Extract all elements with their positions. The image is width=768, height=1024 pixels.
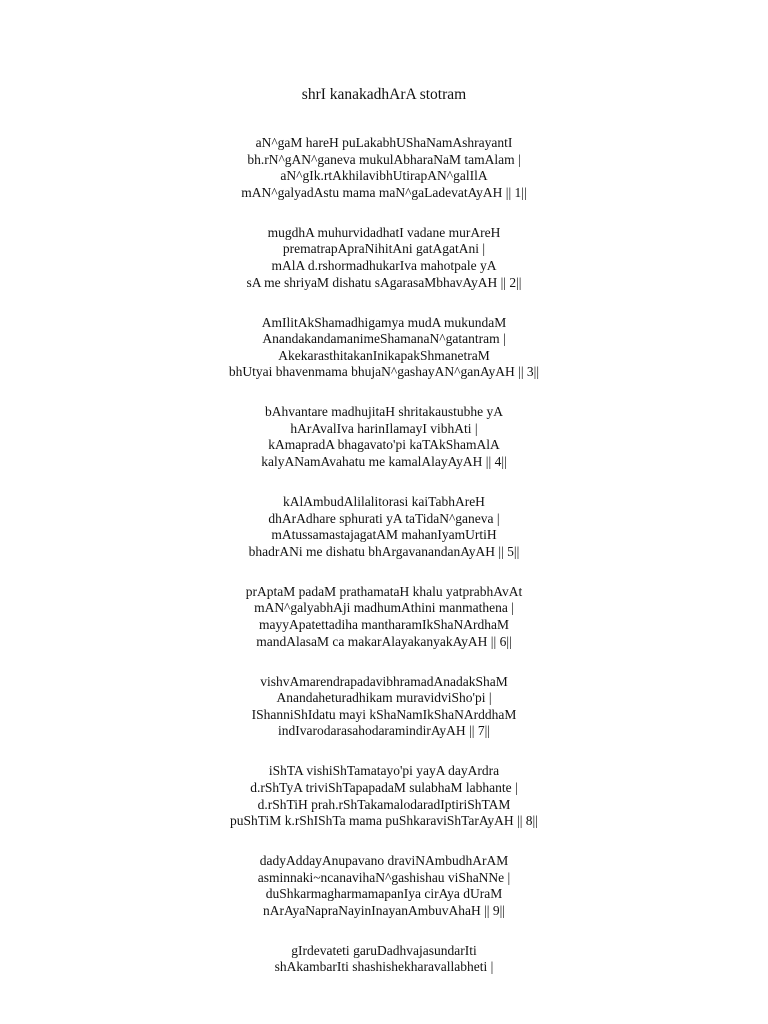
verse-line: d.rShTiH prah.rShTakamalodaradIptiriShTAM [257,796,511,812]
verse-line: nArAyaNapraNayinInayanAmbuvAhaH || 9|| [263,902,505,918]
verse-block [0,584,768,650]
verse-line: indIvarodarasahodaramindirAyAH || 7|| [277,723,490,739]
document-title: shrI kanakadhArA stotram [301,86,467,103]
verse-line: mAN^galyabhAji madhumAthini manmathena | [254,600,514,616]
verse-line: mAtussamastajagatAM mahanIyamUrtiH [271,527,497,543]
verse-line: bAhvantare madhujitaH shritakaustubhe yA [264,404,504,420]
verse-block [0,494,768,560]
verse-line: prematrapApraNihitAni gatAgatAni | [282,241,486,257]
verse-line: duShkarmagharmamapanIya cirAya dUraM [265,886,503,902]
verse-line: vishvAmarendrapadavibhramadAnadakShaM [260,673,508,689]
verse-line: shAkambarIti shashishekharavallabheti | [274,959,494,975]
verse-line: d.rShTyA triviShTapapadaM sulabhaM labhante | [250,779,518,795]
verse-line: kalyANamAvahatu me kamalAlayAyAH || 4|| [261,454,507,470]
verse-line: puShTiM k.rShIShTa mama puShkaraviShTarAyAH || 8|| [230,813,538,829]
verse-block [0,225,768,291]
verse-line: AnandakandamanimeShamanaN^gatantram | [262,331,506,347]
verse-line: dhArAdhare sphurati yA taTidaN^ganeva | [268,510,500,526]
verse-line: mayyApatettadiha mantharamIkShaNArdhaM [258,617,510,633]
verse-line: mugdhA muhurvidadhatI vadane murAreH [267,224,501,240]
verse-line: dadyAddayAnupavano draviNAmbudhArAM [259,853,509,869]
verse-line: gIrdevateti garuDadhvajasundarIti [291,942,477,958]
verse-line: aN^gIk.rtAkhilavibhUtirapAN^galIlA [280,168,488,184]
verse-line: IShanniShIdatu mayi kShaNamIkShaNArddhaM [251,706,517,722]
verse-line: bhadrANi me dishatu bhArgavanandanAyAH || 5|| [248,543,520,559]
verse-line: AkekarasthitakanInikapakShmanetraM [278,347,490,363]
verse-line: Anandaheturadhikam muravidviSho'pi | [276,690,492,706]
verse-block [0,674,768,740]
verse-block [0,315,768,381]
verse-line: bhUtyai bhavenmama bhujaN^gashayAN^ganAyAH || 3|| [228,364,540,380]
verse-line: mAN^galyadAstu mama maN^gaLadevatAyAH || 1|| [241,184,527,200]
verse-line: sA me shriyaM dishatu sAgarasaMbhavAyAH || 2|| [246,274,522,290]
verse-block [0,135,768,201]
verse-line: mAlA d.rshormadhukarIva mahotpale yA [271,257,497,273]
verse-line: iShTA vishiShTamatayo'pi yayA dayArdra [268,763,500,779]
verse-block [0,763,768,829]
verse-line: mandAlasaM ca makarAlayakanyakAyAH || 6|| [256,633,512,649]
verse-list [0,135,768,999]
verse-block [0,404,768,470]
verse-line: bh.rN^gAN^ganeva mukulAbharaNaM tamAlam | [247,151,521,167]
verse-line: asminnaki~ncanavihaN^gashishau viShaNNe | [257,869,511,885]
verse-line: hArAvalIva harinIlamayI vibhAti | [290,420,478,436]
verse-line: prAptaM padaM prathamataH khalu yatprabhAvAt [245,583,523,599]
verse-line: aN^gaM hareH puLakabhUShaNamAshrayantI [255,135,513,150]
verse-line: kAmapradA bhagavato'pi kaTAkShamAlA [268,437,500,453]
verse-line: kAlAmbudAlilalitorasi kaiTabhAreH [283,494,485,510]
verse-block [0,943,768,976]
verse-line: AmIlitAkShamadhigamya mudA mukundaM [261,314,507,330]
verse-block [0,853,768,919]
